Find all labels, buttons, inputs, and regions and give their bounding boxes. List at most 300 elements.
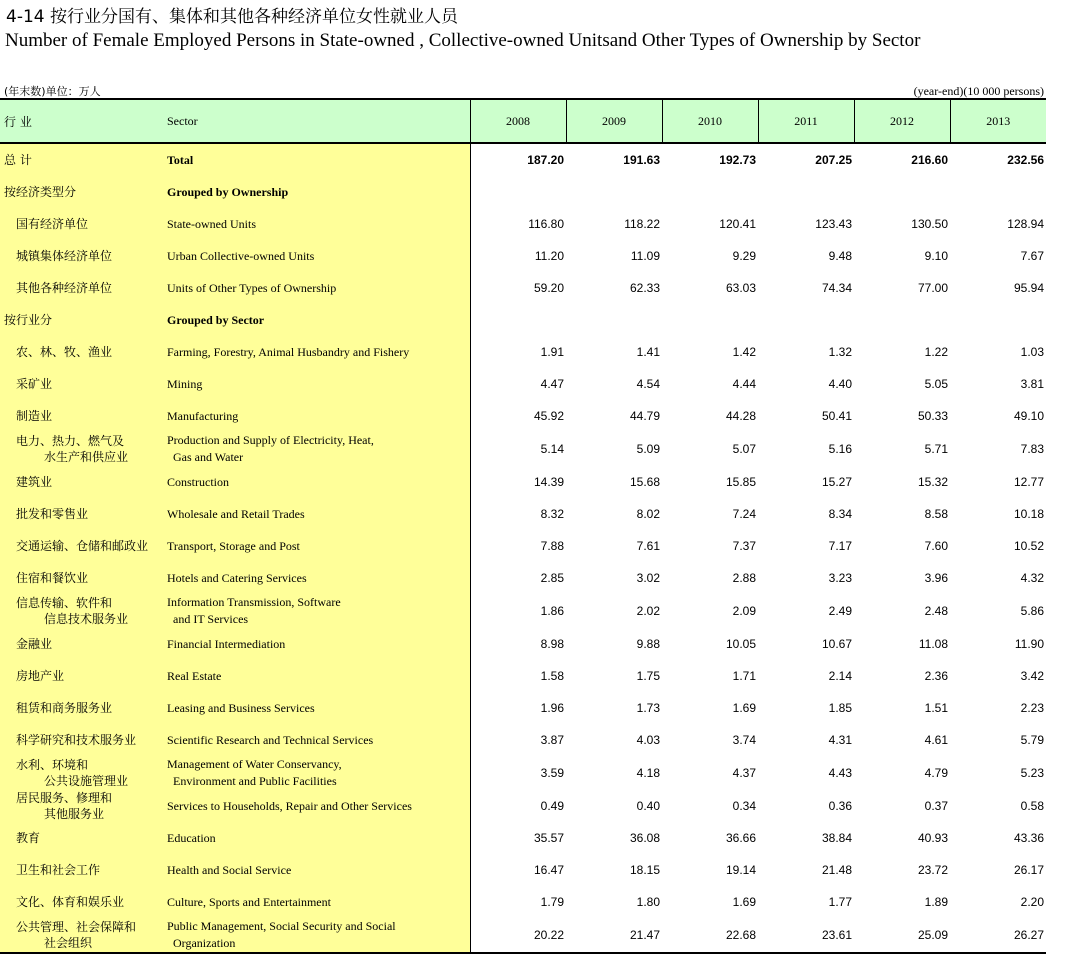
row-label-cn-line: 信息传输、软件和 — [16, 596, 113, 610]
value-cell: 187.20 — [527, 153, 564, 167]
row-label-cn — [0, 368, 165, 400]
page-title-cn: 4-14 按行业分国有、集体和其他各种经济单位女性就业人员 — [6, 7, 458, 27]
row-label-en-line: Real Estate — [167, 668, 222, 683]
row-label-cn-line: 水利、环境和 — [16, 758, 89, 772]
value-cell: 1.51 — [924, 701, 948, 715]
unit-note-en: (year-end)(10 000 persons) — [913, 84, 1044, 98]
row-label-en — [165, 466, 470, 498]
row-label-en-line: Education — [167, 830, 216, 845]
value-cell: 118.22 — [624, 217, 660, 231]
value-cell: 45.92 — [533, 409, 564, 423]
value-cell: 21.48 — [821, 863, 852, 877]
value-cell: 1.79 — [540, 895, 564, 909]
value-cell: 22.68 — [662, 918, 758, 953]
value-cell: 1.69 — [732, 701, 756, 715]
value-cell — [662, 176, 758, 208]
value-cell: 3.42 — [1020, 669, 1044, 683]
value-cell — [854, 304, 950, 336]
value-cell: 1.85 — [828, 701, 852, 715]
value-cell: 26.17 — [1013, 863, 1044, 877]
row-label-cn-line: 制造业 — [16, 409, 53, 423]
row-label-cn-line: 卫生和社会工作 — [16, 863, 101, 877]
value-cell: 9.88 — [636, 637, 660, 651]
row-label-cn-line: 科学研究和技术服务业 — [16, 733, 137, 747]
value-cell: 7.24 — [732, 507, 756, 521]
value-cell: 7.83 — [1020, 442, 1044, 456]
value-cell: 1.77 — [828, 895, 852, 909]
table-row — [0, 822, 1046, 854]
value-cell: 10.52 — [1013, 539, 1044, 553]
value-cell: 4.54 — [636, 377, 660, 391]
value-cell: 216.60 — [911, 153, 948, 167]
row-label-cn — [0, 724, 165, 756]
value-cell: 5.16 — [828, 442, 852, 456]
data-table-container — [0, 98, 1046, 954]
row-label-en-line: Services to Households, Repair and Other Services — [167, 798, 412, 813]
row-label-en — [165, 724, 470, 756]
table-row — [0, 530, 1046, 562]
row-label-en-line: and IT Services — [173, 612, 249, 626]
value-cell: 0.34 — [732, 799, 756, 813]
value-cell: 74.34 — [821, 281, 852, 295]
row-label-cn-line: 公共管理、社会保障和 — [16, 920, 137, 934]
row-label-cn — [0, 790, 165, 822]
row-label-cn-line: 水生产和供应业 — [44, 450, 129, 464]
table-row — [0, 660, 1046, 692]
value-cell: 26.27 — [950, 918, 1046, 953]
value-cell: 10.18 — [1013, 507, 1044, 521]
value-cell: 23.72 — [917, 863, 948, 877]
table-row — [0, 594, 1046, 628]
header-row — [0, 99, 1046, 143]
table-row — [0, 918, 1046, 953]
row-label-cn — [0, 756, 165, 790]
row-label-en — [165, 432, 470, 466]
value-cell: 2.48 — [924, 604, 948, 618]
value-cell: 7.37 — [732, 539, 756, 553]
row-label-cn — [0, 400, 165, 432]
value-cell — [950, 304, 1046, 336]
value-cell: 3.87 — [540, 733, 564, 747]
value-cell: 21.47 — [566, 918, 662, 953]
value-cell: 2.85 — [540, 571, 564, 585]
value-cell: 4.79 — [924, 766, 948, 780]
value-cell: 3.81 — [1020, 377, 1044, 391]
header-year: 2008 — [470, 99, 566, 143]
row-label-en-line: Scientific Research and Technical Services — [167, 732, 374, 747]
table-row — [0, 208, 1046, 240]
row-label-cn — [0, 498, 165, 530]
row-label-en-line: Gas and Water — [173, 450, 244, 464]
value-cell: 8.58 — [924, 507, 948, 521]
value-cell: 3.74 — [732, 733, 756, 747]
value-cell: 4.61 — [924, 733, 948, 747]
value-cell: 4.47 — [540, 377, 564, 391]
value-cell: 8.34 — [828, 507, 852, 521]
value-cell: 7.17 — [828, 539, 852, 553]
row-label-en — [165, 530, 470, 562]
row-label-en-line: Transport, Storage and Post — [167, 538, 300, 553]
row-label-en-line: Leasing and Business Services — [167, 700, 315, 715]
row-label-en — [165, 176, 470, 208]
row-label-en — [165, 400, 470, 432]
data-table — [0, 98, 1046, 954]
row-label-en — [165, 240, 470, 272]
row-label-cn — [0, 432, 165, 466]
value-cell: 15.32 — [917, 475, 948, 489]
row-label-cn-line: 采矿业 — [16, 377, 53, 391]
row-label-cn — [0, 208, 165, 240]
header-sector-en: Sector — [165, 99, 470, 143]
value-cell: 4.18 — [636, 766, 660, 780]
row-label-cn — [0, 562, 165, 594]
value-cell: 36.66 — [725, 831, 756, 845]
value-cell: 12.77 — [1013, 475, 1044, 489]
value-cell: 2.20 — [1020, 895, 1044, 909]
table-row — [0, 466, 1046, 498]
table-row — [0, 432, 1046, 466]
value-cell: 15.27 — [821, 475, 852, 489]
row-label-cn — [0, 176, 165, 208]
value-cell: 0.37 — [924, 799, 948, 813]
value-cell: 4.44 — [732, 377, 756, 391]
row-label-en — [165, 498, 470, 530]
row-label-en — [165, 822, 470, 854]
value-cell: 1.42 — [732, 345, 756, 359]
value-cell: 49.10 — [1013, 409, 1044, 423]
table-row — [0, 724, 1046, 756]
row-label-cn-line: 电力、热力、燃气及 — [16, 434, 125, 448]
row-label-en — [165, 368, 470, 400]
row-label-cn-line: 信息技术服务业 — [44, 612, 129, 626]
row-label-en-line: Information Transmission, Software — [167, 595, 341, 609]
value-cell: 2.49 — [828, 604, 852, 618]
value-cell: 15.68 — [629, 475, 660, 489]
value-cell: 35.57 — [533, 831, 564, 845]
row-label-cn — [0, 336, 165, 368]
table-row — [0, 400, 1046, 432]
row-label-cn-line: 租赁和商务服务业 — [16, 701, 113, 715]
row-label-cn-line: 公共设施管理业 — [44, 774, 129, 788]
row-label-cn-line: 其他各种经济单位 — [16, 281, 113, 295]
header-year: 2012 — [854, 99, 950, 143]
value-cell: 1.73 — [636, 701, 660, 715]
value-cell: 7.88 — [540, 539, 564, 553]
value-cell: 5.05 — [924, 377, 948, 391]
row-label-cn-line: 社会组织 — [44, 936, 93, 950]
row-label-cn-line: 金融业 — [16, 637, 53, 651]
value-cell: 192.73 — [719, 153, 756, 167]
row-label-cn — [0, 822, 165, 854]
value-cell: 232.56 — [1007, 153, 1044, 167]
value-cell — [662, 304, 758, 336]
row-label-en-line: Construction — [167, 474, 229, 489]
row-label-en-line: Total — [167, 152, 194, 167]
table-row — [0, 304, 1046, 336]
table-row — [0, 692, 1046, 724]
row-label-cn-line: 教育 — [16, 831, 41, 845]
value-cell: 36.08 — [629, 831, 660, 845]
table-row — [0, 176, 1046, 208]
row-label-en-line: Environment and Public Facilities — [173, 774, 337, 788]
row-label-cn — [0, 240, 165, 272]
value-cell: 25.09 — [854, 918, 950, 953]
value-cell: 130.50 — [911, 217, 948, 231]
value-cell: 9.29 — [732, 249, 756, 263]
value-cell: 9.10 — [924, 249, 948, 263]
row-label-cn-line: 城镇集体经济单位 — [16, 249, 113, 263]
value-cell: 120.41 — [719, 217, 756, 231]
value-cell: 4.43 — [828, 766, 852, 780]
row-label-en-line: Farming, Forestry, Animal Husbandry and Fishery — [167, 344, 410, 359]
value-cell: 16.47 — [533, 863, 564, 877]
value-cell: 43.36 — [1013, 831, 1044, 845]
row-label-en-line: Wholesale and Retail Trades — [167, 506, 305, 521]
table-row — [0, 272, 1046, 304]
value-cell: 63.03 — [725, 281, 756, 295]
value-cell: 2.09 — [732, 604, 756, 618]
row-label-en — [165, 790, 470, 822]
row-label-cn — [0, 886, 165, 918]
value-cell: 95.94 — [1013, 281, 1044, 295]
row-label-en — [165, 143, 470, 176]
value-cell: 3.96 — [924, 571, 948, 585]
value-cell: 7.67 — [1020, 249, 1044, 263]
row-label-cn-line: 按行业分 — [4, 313, 53, 327]
value-cell: 15.85 — [725, 475, 756, 489]
value-cell: 2.23 — [1020, 701, 1044, 715]
table-row — [0, 143, 1046, 176]
value-cell: 10.05 — [725, 637, 756, 651]
value-cell: 4.40 — [828, 377, 852, 391]
value-cell: 4.37 — [732, 766, 756, 780]
table-row — [0, 854, 1046, 886]
row-label-cn — [0, 692, 165, 724]
row-label-en-line: Manufacturing — [167, 408, 239, 423]
value-cell: 1.89 — [924, 895, 948, 909]
value-cell: 2.36 — [924, 669, 948, 683]
value-cell: 5.86 — [1020, 604, 1044, 618]
value-cell: 5.79 — [1020, 733, 1044, 747]
row-label-en-line: Management of Water Conservancy, — [167, 757, 342, 771]
value-cell — [470, 304, 566, 336]
value-cell: 3.02 — [636, 571, 660, 585]
value-cell: 62.33 — [629, 281, 660, 295]
row-label-cn-line: 文化、体育和娱乐业 — [16, 895, 125, 909]
value-cell: 1.91 — [540, 345, 564, 359]
row-label-cn-line: 建筑业 — [16, 475, 53, 489]
value-cell: 1.41 — [636, 345, 660, 359]
value-cell — [758, 304, 854, 336]
value-cell: 50.33 — [917, 409, 948, 423]
value-cell: 1.71 — [732, 669, 756, 683]
row-label-en — [165, 854, 470, 886]
row-label-en — [165, 918, 470, 953]
row-label-cn — [0, 594, 165, 628]
value-cell: 50.41 — [821, 409, 852, 423]
row-label-cn-line: 住宿和餐饮业 — [16, 571, 89, 585]
row-label-en — [165, 756, 470, 790]
table-row — [0, 790, 1046, 822]
value-cell: 5.07 — [732, 442, 756, 456]
row-label-en-line: Production and Supply of Electricity, Heat, — [167, 433, 374, 447]
value-cell: 207.25 — [815, 153, 852, 167]
header-year: 2009 — [566, 99, 662, 143]
row-label-cn — [0, 660, 165, 692]
row-label-en-line: Financial Intermediation — [167, 636, 286, 651]
row-label-en — [165, 692, 470, 724]
value-cell: 5.14 — [540, 442, 564, 456]
value-cell: 23.61 — [758, 918, 854, 953]
row-label-en — [165, 660, 470, 692]
row-label-cn-line: 交通运输、仓储和邮政业 — [16, 539, 149, 553]
value-cell — [470, 176, 566, 208]
row-label-en — [165, 272, 470, 304]
value-cell: 11.09 — [630, 249, 660, 263]
row-label-en — [165, 336, 470, 368]
row-label-en-line: State-owned Units — [167, 216, 256, 231]
value-cell: 128.94 — [1007, 217, 1044, 231]
value-cell: 116.80 — [528, 217, 564, 231]
value-cell: 20.22 — [470, 918, 566, 953]
value-cell — [950, 176, 1046, 208]
row-label-cn — [0, 918, 165, 953]
header-sector-cn: 行 业 — [0, 99, 165, 143]
value-cell — [566, 304, 662, 336]
value-cell: 1.75 — [636, 669, 660, 683]
row-label-cn-line: 批发和零售业 — [16, 507, 89, 521]
row-label-cn — [0, 530, 165, 562]
value-cell: 1.86 — [540, 604, 564, 618]
page-title-en: Number of Female Employed Persons in State-owned , Collective-owned Unitsand Other Types of Ownership by Sector — [5, 30, 921, 51]
value-cell: 11.90 — [1014, 637, 1044, 651]
value-cell: 0.40 — [636, 799, 660, 813]
row-label-en-line: Mining — [167, 376, 203, 391]
table-row — [0, 562, 1046, 594]
value-cell — [566, 176, 662, 208]
value-cell: 0.49 — [540, 799, 564, 813]
value-cell: 8.98 — [540, 637, 564, 651]
value-cell: 1.58 — [540, 669, 564, 683]
value-cell: 44.28 — [725, 409, 756, 423]
row-label-en-line: Health and Social Service — [167, 862, 292, 877]
row-label-cn — [0, 628, 165, 660]
value-cell: 3.23 — [828, 571, 852, 585]
row-label-en — [165, 628, 470, 660]
value-cell: 3.59 — [540, 766, 564, 780]
value-cell: 2.14 — [828, 669, 852, 683]
value-cell: 1.96 — [540, 701, 564, 715]
value-cell: 1.03 — [1020, 345, 1044, 359]
value-cell: 9.48 — [828, 249, 852, 263]
value-cell: 1.69 — [732, 895, 756, 909]
row-label-en-line: Grouped by Sector — [167, 312, 265, 327]
value-cell: 11.20 — [534, 249, 564, 263]
row-label-en — [165, 594, 470, 628]
value-cell — [758, 176, 854, 208]
value-cell: 8.32 — [540, 507, 564, 521]
table-row — [0, 498, 1046, 530]
value-cell — [854, 176, 950, 208]
value-cell: 10.67 — [821, 637, 852, 651]
row-label-en-line: Organization — [173, 936, 236, 950]
value-cell: 59.20 — [533, 281, 564, 295]
row-label-en-line: Grouped by Ownership — [167, 184, 289, 199]
row-label-cn-line: 其他服务业 — [44, 807, 105, 821]
value-cell: 5.71 — [924, 442, 948, 456]
value-cell: 0.36 — [828, 799, 852, 813]
unit-note-cn: (年末数)单位：万人 — [4, 85, 101, 98]
value-cell: 44.79 — [629, 409, 660, 423]
row-label-cn — [0, 304, 165, 336]
value-cell: 7.60 — [924, 539, 948, 553]
row-label-cn-line: 国有经济单位 — [16, 217, 89, 231]
value-cell: 1.80 — [636, 895, 660, 909]
value-cell: 77.00 — [917, 281, 948, 295]
table-row — [0, 368, 1046, 400]
row-label-cn-line: 总 计 — [4, 153, 32, 167]
value-cell: 8.02 — [636, 507, 660, 521]
value-cell: 7.61 — [636, 539, 660, 553]
row-label-en — [165, 562, 470, 594]
value-cell: 123.43 — [815, 217, 852, 231]
value-cell: 14.39 — [533, 475, 564, 489]
row-label-en — [165, 886, 470, 918]
value-cell: 2.88 — [732, 571, 756, 585]
header-year: 2013 — [950, 99, 1046, 143]
value-cell: 5.09 — [636, 442, 660, 456]
table-row — [0, 240, 1046, 272]
value-cell: 4.31 — [828, 733, 852, 747]
row-label-cn-line: 房地产业 — [16, 669, 65, 683]
table-body — [0, 143, 1046, 953]
row-label-en — [165, 304, 470, 336]
value-cell: 19.14 — [725, 863, 756, 877]
value-cell: 4.32 — [1020, 571, 1044, 585]
value-cell: 5.23 — [1020, 766, 1044, 780]
header-year: 2010 — [662, 99, 758, 143]
row-label-en-line: Urban Collective-owned Units — [167, 248, 315, 263]
row-label-en-line: Units of Other Types of Ownership — [167, 280, 337, 295]
value-cell: 40.93 — [917, 831, 948, 845]
value-cell: 18.15 — [629, 863, 660, 877]
value-cell: 4.03 — [636, 733, 660, 747]
table-row — [0, 628, 1046, 660]
row-label-en-line: Hotels and Catering Services — [167, 570, 307, 585]
row-label-cn-line: 按经济类型分 — [4, 185, 77, 199]
value-cell: 1.22 — [924, 345, 948, 359]
row-label-cn — [0, 466, 165, 498]
row-label-cn — [0, 272, 165, 304]
value-cell: 38.84 — [821, 831, 852, 845]
row-label-cn — [0, 854, 165, 886]
value-cell: 1.32 — [828, 345, 852, 359]
table-row — [0, 756, 1046, 790]
row-label-cn-line: 居民服务、修理和 — [16, 791, 113, 805]
header-year: 2011 — [758, 99, 854, 143]
value-cell: 2.02 — [636, 604, 660, 618]
value-cell: 191.63 — [623, 153, 660, 167]
table-row — [0, 336, 1046, 368]
value-cell: 11.08 — [918, 637, 948, 651]
row-label-en-line: Public Management, Social Security and Social — [167, 919, 396, 933]
row-label-cn-line: 农、林、牧、渔业 — [16, 345, 113, 359]
value-cell: 0.58 — [1020, 799, 1044, 813]
table-row — [0, 886, 1046, 918]
row-label-en-line: Culture, Sports and Entertainment — [167, 894, 331, 909]
row-label-en — [165, 208, 470, 240]
row-label-cn — [0, 143, 165, 176]
